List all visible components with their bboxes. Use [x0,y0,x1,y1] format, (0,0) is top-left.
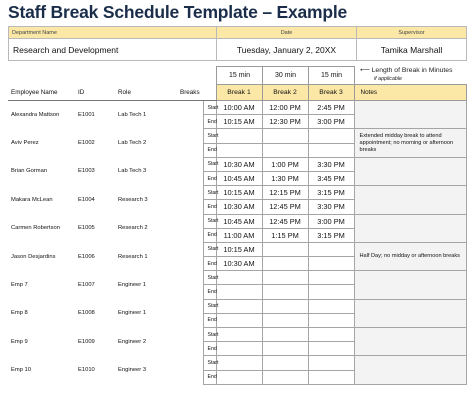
notes-cell[interactable] [354,356,466,384]
employee-id-cell[interactable]: E1003 [78,168,95,175]
department-label: Department Name [9,27,217,39]
break2-end-cell[interactable] [262,285,308,299]
break1-start-cell[interactable]: 10:15 AM [216,242,262,256]
notes-header: Notes [354,85,466,101]
employee-name-cell[interactable]: Brian Gorman [11,168,48,175]
start-label: Start [203,328,216,342]
break3-end-cell[interactable] [308,370,354,384]
break2-end-cell[interactable] [262,370,308,384]
page-title: Staff Break Schedule Template – Example [8,2,348,22]
break3-end-cell[interactable]: 3:00 PM [308,115,354,129]
break1-end-cell[interactable]: 11:00 AM [216,228,262,242]
breaks-spacer [180,356,203,384]
break1-start-cell[interactable] [216,299,262,313]
employee-role-cell[interactable]: Engineer 1 [118,310,147,317]
notes-cell[interactable] [354,214,466,242]
employee-row-start [8,186,466,200]
break3-start-cell[interactable]: 3:00 PM [308,214,354,228]
break1-end-cell[interactable]: 10:45 AM [216,171,262,185]
break3-end-cell[interactable]: 3:15 PM [308,228,354,242]
employee-role-cell[interactable]: Research 1 [118,253,148,260]
duration-note-sub: if applicable [374,76,402,82]
break1-end-cell[interactable] [216,342,262,356]
break3-end-cell[interactable]: 3:45 PM [308,171,354,185]
notes-cell[interactable] [354,299,466,327]
duration-note-main: ⟵ Length of Break in Minutes [360,67,453,74]
break3-duration-cell[interactable]: 15 min [309,67,355,85]
end-label: End [203,257,216,271]
break3-end-cell[interactable]: 3:30 PM [308,200,354,214]
break3-start-cell[interactable] [308,356,354,370]
employee-name-cell[interactable]: Emp 8 [11,310,28,317]
break2-end-cell[interactable] [262,143,308,157]
notes-cell[interactable]: Extended midday break to attend appointment; no morning or afternoon breaks [354,129,466,157]
break3-start-cell[interactable]: 3:30 PM [308,157,354,171]
break2-end-cell[interactable] [262,313,308,327]
break3-end-cell[interactable] [308,313,354,327]
employee-row-start [8,242,466,256]
employee-name-cell[interactable]: Alexandra Mattson [11,111,60,118]
notes-cell[interactable] [354,328,466,356]
break2-start-cell[interactable]: 12:45 PM [262,214,308,228]
employee-id-cell[interactable]: E1008 [78,310,95,317]
notes-cell[interactable] [354,271,466,299]
department-cell[interactable]: Research and Development [9,39,217,61]
date-label: Date [217,27,357,39]
end-label: End [203,115,216,129]
employee-id-cell[interactable]: E1006 [78,253,95,260]
breaks-spacer [180,214,203,242]
notes-cell[interactable] [354,157,466,185]
breaks-spacer [180,299,203,327]
notes-cell[interactable] [354,101,466,129]
break1-end-cell[interactable] [216,313,262,327]
break1-start-cell[interactable]: 10:00 AM [216,101,262,115]
end-label: End [203,370,216,384]
employee-row-start [8,214,466,228]
start-label: Start [203,157,216,171]
break3-start-cell[interactable]: 3:15 PM [308,186,354,200]
break2-end-cell[interactable] [262,257,308,271]
notes-cell[interactable]: Half Day; no midday or afternoon breaks [354,242,466,270]
end-label: End [203,228,216,242]
break1-start-cell[interactable]: 10:45 AM [216,214,262,228]
start-label: Start [203,299,216,313]
break2-start-cell[interactable] [262,271,308,285]
end-label: End [203,171,216,185]
break2-end-cell[interactable]: 12:45 PM [262,200,308,214]
start-label: Start [203,129,216,143]
breaks-spacer [180,129,203,157]
employee-role-cell[interactable]: Lab Tech 2 [118,140,147,147]
start-label: Start [203,186,216,200]
employee-role-cell[interactable]: Engineer 2 [118,338,147,345]
employee-row-start [8,299,466,313]
employee-name-cell[interactable]: Jason Desjardins [11,253,56,260]
break3-end-cell[interactable] [308,342,354,356]
breaks-header: Breaks [180,85,216,101]
breaks-spacer [180,328,203,356]
breaks-spacer [180,101,203,129]
break1-start-cell[interactable]: 10:30 AM [216,157,262,171]
break2-start-cell[interactable]: 12:00 PM [262,101,308,115]
break2-header: Break 2 [262,85,308,101]
break2-end-cell[interactable]: 12:30 PM [262,115,308,129]
break-schedule-table [8,84,467,385]
breaks-spacer [180,242,203,270]
employee-row-start [8,101,466,115]
end-label: End [203,143,216,157]
break2-start-cell[interactable] [262,129,308,143]
break2-duration-cell[interactable]: 30 min [263,67,309,85]
break1-start-cell[interactable]: 10:15 AM [216,186,262,200]
break1-end-cell[interactable]: 10:30 AM [216,257,262,271]
employee-id-cell[interactable]: E1007 [78,281,95,288]
break2-start-cell[interactable] [262,356,308,370]
employee-name-cell[interactable]: Emp 9 [11,338,28,345]
break2-start-cell[interactable] [262,299,308,313]
break1-start-cell[interactable] [216,356,262,370]
employee-name-cell[interactable]: Emp 10 [11,367,31,374]
break1-end-cell[interactable] [216,285,262,299]
break3-start-cell[interactable] [308,271,354,285]
employee-id-cell[interactable]: E1004 [78,196,95,203]
employee-name-cell[interactable]: Emp 7 [11,281,28,288]
break2-end-cell[interactable]: 1:15 PM [262,228,308,242]
employee-role-cell[interactable]: Research 3 [118,196,148,203]
employee-name-cell[interactable]: Aviv Perez [11,140,39,147]
employee-row-start [8,157,466,171]
break-duration-table [216,66,355,85]
employee-role-cell[interactable]: Lab Tech 3 [118,168,147,175]
break3-start-cell[interactable] [308,328,354,342]
break1-duration-cell[interactable]: 15 min [217,67,263,85]
date-cell[interactable]: Tuesday, January 2, 20XX [217,39,357,61]
break3-end-cell[interactable] [308,285,354,299]
breaks-spacer [180,157,203,185]
start-label: Start [203,356,216,370]
break2-start-cell[interactable] [262,242,308,256]
employee-name-cell[interactable]: Makara McLean [11,196,53,203]
break1-end-cell[interactable]: 10:15 AM [216,115,262,129]
break3-start-cell[interactable] [308,299,354,313]
break1-start-cell[interactable] [216,129,262,143]
break1-header: Break 1 [216,85,262,101]
schedule-header-row [8,85,466,101]
supervisor-cell[interactable]: Tamika Marshall [357,39,467,61]
end-label: End [203,313,216,327]
id-header: ID [76,85,116,101]
break2-end-cell[interactable]: 1:30 PM [262,171,308,185]
employee-row-start [8,129,466,143]
employee-id-cell[interactable]: E1001 [78,111,95,118]
breaks-spacer [180,186,203,214]
employee-role-cell[interactable]: Engineer 1 [118,281,147,288]
break3-header: Break 3 [308,85,354,101]
employee-id-cell[interactable]: E1002 [78,140,95,147]
schedule-info-table [8,26,467,61]
employee-id-cell[interactable]: E1010 [78,367,95,374]
start-label: Start [203,242,216,256]
break2-start-cell[interactable] [262,328,308,342]
start-label: Start [203,101,216,115]
break2-start-cell[interactable]: 12:15 PM [262,186,308,200]
breaks-spacer [180,271,203,299]
employee-id-cell[interactable]: E1005 [78,225,95,232]
break3-start-cell[interactable] [308,129,354,143]
break3-start-cell[interactable] [308,242,354,256]
break1-start-cell[interactable] [216,328,262,342]
break1-start-cell[interactable] [216,271,262,285]
break1-end-cell[interactable] [216,143,262,157]
employee-role-cell[interactable]: Engineer 3 [118,367,147,374]
break2-start-cell[interactable]: 1:00 PM [262,157,308,171]
employee-row-start [8,328,466,342]
end-label: End [203,285,216,299]
break3-start-cell[interactable]: 2:45 PM [308,101,354,115]
end-label: End [203,200,216,214]
break3-end-cell[interactable] [308,143,354,157]
employee-role-cell[interactable]: Lab Tech 1 [118,111,147,118]
start-label: Start [203,214,216,228]
employee-row-start [8,271,466,285]
notes-cell[interactable] [354,186,466,214]
break2-end-cell[interactable] [262,342,308,356]
duration-note [360,67,453,83]
role-header: Role [116,85,180,101]
employee-id-cell[interactable]: E1009 [78,338,95,345]
supervisor-label: Supervisor [357,27,467,39]
employee-role-cell[interactable]: Research 2 [118,225,148,232]
end-label: End [203,342,216,356]
break1-end-cell[interactable]: 10:30 AM [216,200,262,214]
break3-end-cell[interactable] [308,257,354,271]
break1-end-cell[interactable] [216,370,262,384]
employee-name-header: Employee Name [8,85,76,101]
start-label: Start [203,271,216,285]
employee-name-cell[interactable]: Carmen Robertson [11,225,60,232]
employee-row-start [8,356,466,370]
